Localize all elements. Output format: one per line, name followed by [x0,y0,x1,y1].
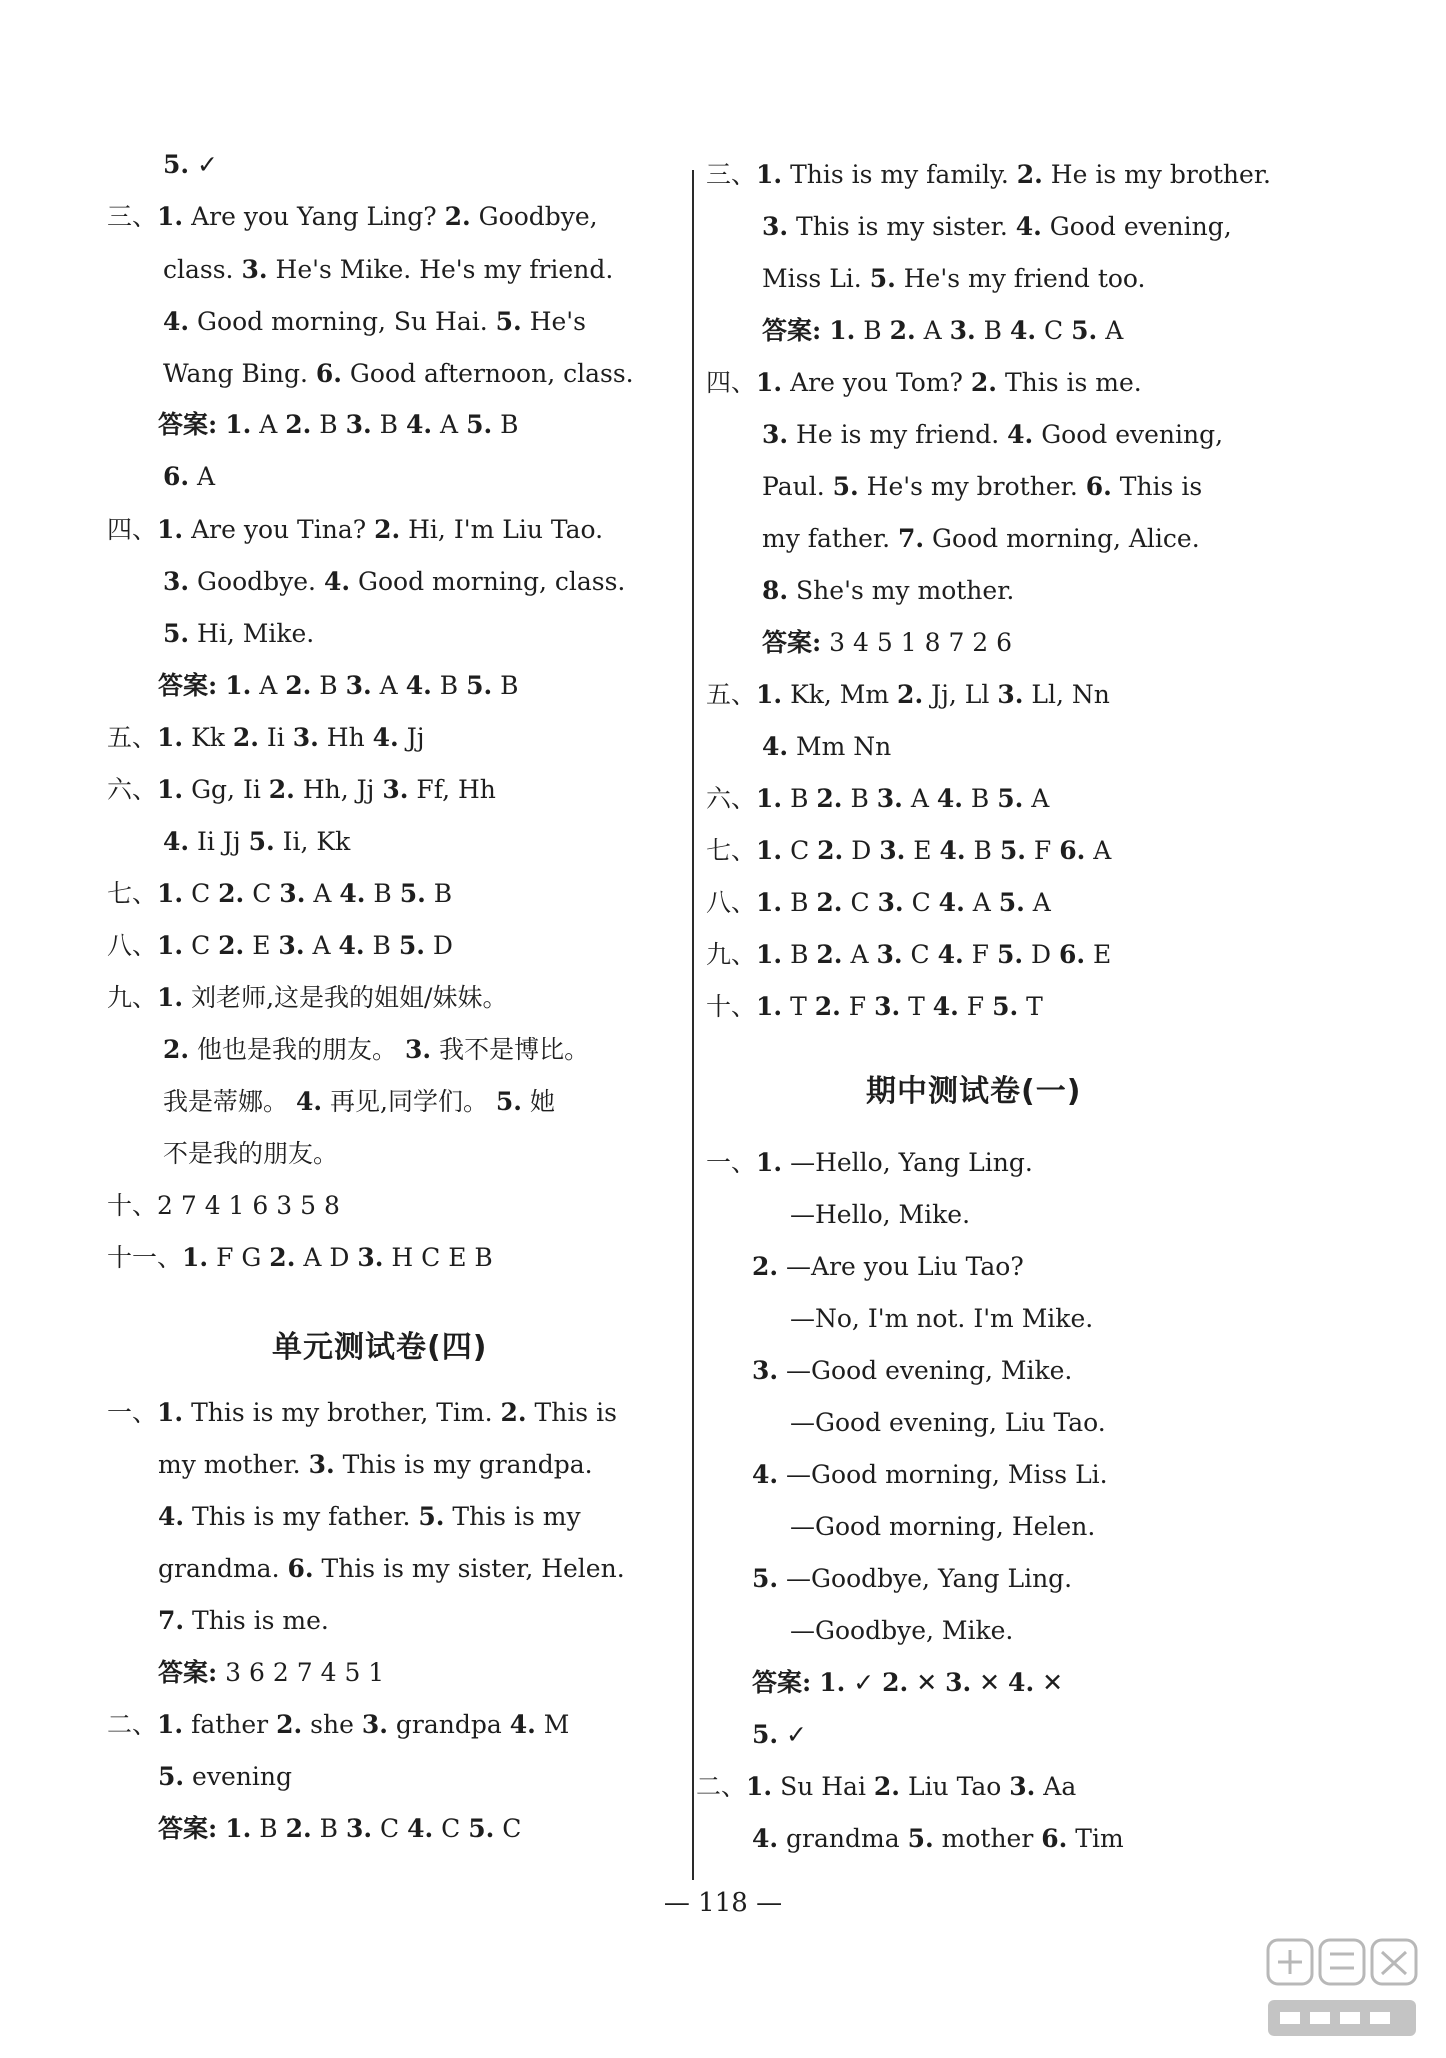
left-line: class. 3. He's Mike. He's my friend. [163,255,614,284]
column-divider [692,170,694,1880]
right-line: —Goodbye, Mike. [790,1616,1014,1645]
right-line: Paul. 5. He's my brother. 6. This is [762,472,1203,501]
left-line: 九、1. 刘老师,这是我的姐姐/妹妹。 [107,983,508,1012]
page-number: — 118 — [663,1888,783,1918]
right-line: —No, I'm not. I'm Mike. [790,1304,1094,1333]
section-heading: 期中测试卷(一) [866,1074,1082,1109]
right-line: 八、1. B 2. C 3. C 4. A 5. A [706,888,1051,917]
left-line: 十、2 7 4 1 6 3 5 8 [107,1191,340,1220]
right-line: —Good morning, Helen. [790,1512,1096,1541]
right-line: —Good evening, Liu Tao. [790,1408,1106,1437]
left-line: 2. 他也是我的朋友。 3. 我不是博比。 [163,1035,590,1064]
left-line: 5. Hi, Mike. [163,619,315,648]
left-line: 4. Good morning, Su Hai. 5. He's [163,307,587,336]
right-line: 六、1. B 2. B 3. A 4. B 5. A [706,784,1050,813]
right-line: 3. —Good evening, Mike. [752,1356,1073,1385]
right-line: 5. ✓ [752,1720,808,1749]
right-line: 九、1. B 2. A 3. C 4. F 5. D 6. E [706,940,1112,969]
right-line: 3. This is my sister. 4. Good evening, [762,212,1232,241]
left-line: 答案: 1. A 2. B 3. B 4. A 5. B [158,410,519,439]
watermark-logo-icon [1262,1934,1422,2044]
right-line: Miss Li. 5. He's my friend too. [762,264,1146,293]
right-line: 答案: 1. B 2. A 3. B 4. C 5. A [762,316,1124,345]
right-line: 三、1. This is my family. 2. He is my brother. [706,160,1271,189]
right-line: 4. grandma 5. mother 6. Tim [752,1824,1124,1853]
left-line: 五、1. Kk 2. Ii 3. Hh 4. Jj [107,723,425,752]
right-line: 4. —Good morning, Miss Li. [752,1460,1108,1489]
left-line: 四、1. Are you Tina? 2. Hi, I'm Liu Tao. [107,515,604,544]
left-line: 二、1. father 2. she 3. grandpa 4. M [107,1710,570,1739]
right-line: 答案: 3 4 5 1 8 7 2 6 [762,628,1013,657]
right-line: 五、1. Kk, Mm 2. Jj, Ll 3. Ll, Nn [706,680,1110,709]
left-line: grandma. 6. This is my sister, Helen. [158,1554,625,1583]
right-line: —Hello, Mike. [790,1200,971,1229]
left-line: 八、1. C 2. E 3. A 4. B 5. D [107,931,453,960]
right-line: 4. Mm Nn [762,732,892,761]
left-line: Wang Bing. 6. Good afternoon, class. [163,359,634,388]
left-line: 六、1. Gg, Ii 2. Hh, Jj 3. Ff, Hh [107,775,496,804]
left-line: my mother. 3. This is my grandpa. [158,1450,593,1479]
right-line: 十、1. T 2. F 3. T 4. F 5. T [706,992,1043,1021]
right-line: 答案: 1. ✓ 2. ✕ 3. ✕ 4. ✕ [752,1668,1064,1697]
left-line: 一、1. This is my brother, Tim. 2. This is [107,1398,617,1427]
right-line: 一、1. —Hello, Yang Ling. [706,1148,1033,1177]
left-line: 答案: 1. A 2. B 3. A 4. B 5. B [158,671,519,700]
left-line: 5. evening [158,1762,292,1791]
left-line: 4. This is my father. 5. This is my [158,1502,581,1531]
right-line: 四、1. Are you Tom? 2. This is me. [706,368,1142,397]
right-line: 2. —Are you Liu Tao? [752,1252,1024,1281]
left-line: 6. A [163,462,216,491]
left-line: 答案: 1. B 2. B 3. C 4. C 5. C [158,1814,522,1843]
left-line: 不是我的朋友。 [163,1139,339,1168]
left-line: 3. Goodbye. 4. Good morning, class. [163,567,626,596]
right-line: 8. She's my mother. [762,576,1015,605]
left-line: 答案: 3 6 2 7 4 5 1 [158,1658,385,1687]
right-line: 3. He is my friend. 4. Good evening, [762,420,1224,449]
left-line: 七、1. C 2. C 3. A 4. B 5. B [107,879,453,908]
right-line: 二、1. Su Hai 2. Liu Tao 3. Aa [696,1772,1077,1801]
right-line: 5. —Goodbye, Yang Ling. [752,1564,1073,1593]
left-line: 十一、1. F G 2. A D 3. H C E B [107,1243,493,1272]
left-line: 我是蒂娜。 4. 再见,同学们。 5. 她 [163,1087,555,1116]
left-line: 5. ✓ [163,150,219,179]
section-heading: 单元测试卷(四) [272,1330,488,1365]
left-line: 三、1. Are you Yang Ling? 2. Goodbye, [107,202,598,231]
left-line: 7. This is me. [158,1606,329,1635]
right-line: my father. 7. Good morning, Alice. [762,524,1200,553]
right-line: 七、1. C 2. D 3. E 4. B 5. F 6. A [706,836,1112,865]
left-line: 4. Ii Jj 5. Ii, Kk [163,827,351,856]
